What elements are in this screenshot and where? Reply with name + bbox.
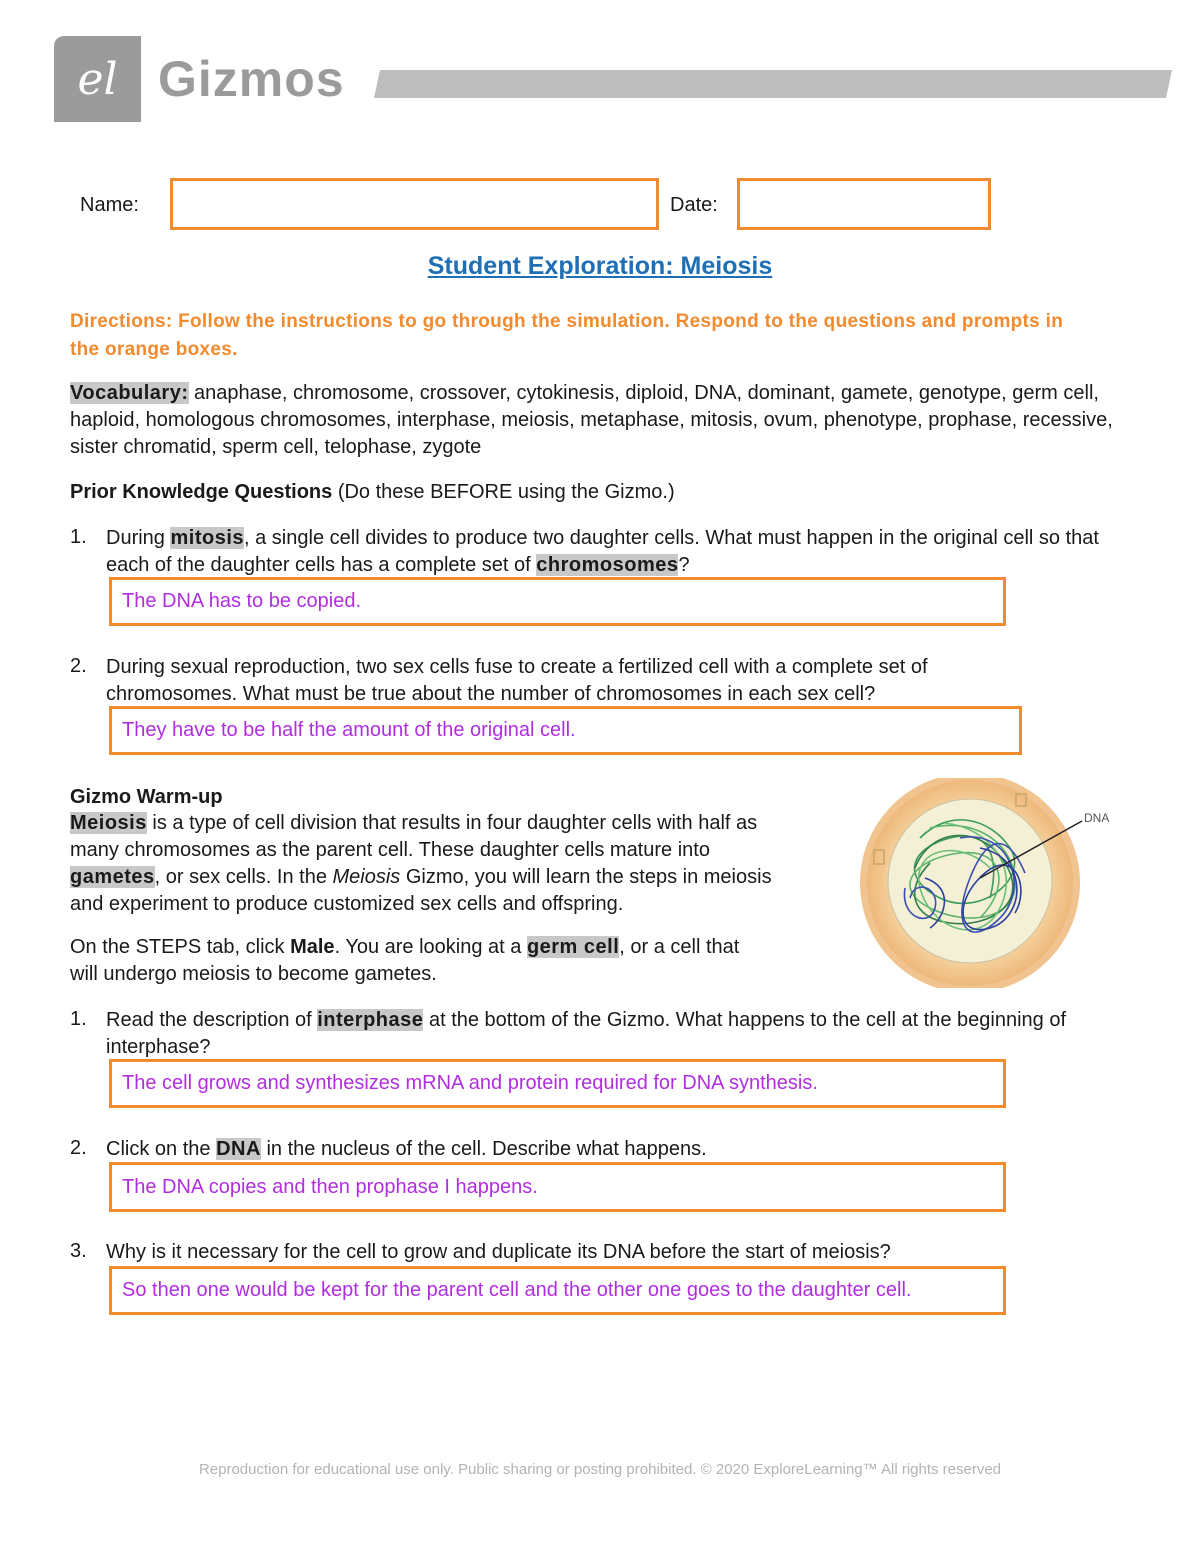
question-text: ? [678,554,690,576]
paragraph-text: , or a cell that will undergo meiosis to become gametes. [70,936,740,985]
paragraph-text: . You are looking at a [334,936,527,958]
paragraph-text: is a type of cell division that results in four daughter cells with half as many chromosomes as the parent cell. These daughter cells mature into [70,812,758,861]
question-number: 2. [70,1137,87,1159]
term-dna: DNA [216,1138,261,1160]
dna-label: DNA [1084,811,1110,825]
prior-question-2: During sexual reproduction, two sex cells fuse to create a fertilized cell with a complete set of chromosomes. What must be true about the number of chromosomes in each sex cell? [106,656,928,705]
paragraph-text: , or sex cells. In the [154,866,333,888]
date-field[interactable] [737,178,991,230]
directions-text: Directions: Follow the instructions to go through the simulation. Respond to the questions and prompts in the orange boxes. [70,311,1064,360]
question-number: 3. [70,1240,87,1262]
answer-box-prior-2[interactable]: They have to be half the amount of the original cell. [109,706,1022,755]
name-label: Name: [80,194,139,216]
warmup-paragraph-2 [70,934,770,988]
answer-box-prior-1[interactable]: The DNA has to be copied. [109,577,1006,626]
germ-cell-illustration [860,778,1120,988]
question-text: Click on the [106,1138,217,1160]
term-germ-cell: germ cell [526,936,620,958]
warmup-heading: Gizmo Warm-up [70,786,223,808]
term-interphase: interphase [317,1009,424,1031]
term-gametes: gametes [70,866,155,888]
prior-question-1 [106,525,1116,579]
warmup-question-2 [106,1136,1106,1163]
male-button-ref: Male [290,936,335,958]
explorelearning-logo-icon: el [77,53,118,105]
answer-box-warmup-3[interactable]: So then one would be kept for the parent cell and the other one goes to the daughter cell. [109,1266,1006,1315]
prior-heading-text: Prior Knowledge Questions [70,481,333,503]
copyright-footer: Reproduction for educational use only. Public sharing or posting prohibited. © 2020 ExploreLearning™ All rights reserved [198,1461,1002,1478]
question-text: at the bottom of the Gizmo. What happens to the cell at the beginning of interphase? [106,1009,1067,1058]
vocabulary-label: Vocabulary: [70,382,189,404]
warmup-question-1 [106,1007,1126,1061]
prior-knowledge-heading [70,479,675,506]
nucleus [888,799,1052,963]
answer-box-warmup-1[interactable]: The cell grows and synthesizes mRNA and protein required for DNA synthesis. [109,1059,1006,1108]
prior-heading-note: (Do these BEFORE using the Gizmo.) [332,481,675,503]
question-text: During [106,527,171,549]
term-mitosis: mitosis [170,527,245,549]
gizmo-name: Meiosis [332,866,401,888]
header-bar [374,70,1172,98]
question-number: 2. [70,655,87,677]
answer-box-warmup-2[interactable]: The DNA copies and then prophase I happens. [109,1162,1006,1212]
question-text: in the nucleus of the cell. Describe what happens. [260,1138,707,1160]
warmup-paragraph-1 [70,810,800,918]
paragraph-text: On the STEPS tab, click [70,936,291,958]
page-title: Student Exploration: Meiosis [427,252,773,280]
date-label: Date: [670,194,718,216]
question-text: , a single cell divides to produce two daughter cells. What must happen in the original cell so that each of the daughter cells has a complete set of [106,527,1099,576]
paragraph-text: Gizmo, you will learn the steps in meiosis and experiment to produce customized sex cells and offspring. [70,866,772,915]
question-number: 1. [70,526,87,548]
question-text: Read the description of [106,1009,318,1031]
vocabulary-list: anaphase, chromosome, crossover, cytokinesis, diploid, DNA, dominant, gamete, genotype, germ cell, haploid, homologous chromosomes, interphase, meiosis, metaphase, mitosis, ovum, phenotype, prophase, recessive, sister chromatid, sperm cell, telophase, zygote [70,382,1113,458]
warmup-question-3: Why is it necessary for the cell to grow and duplicate its DNA before the start of meiosis? [106,1241,891,1263]
vocabulary-paragraph [70,380,1140,461]
term-chromosomes: chromosomes [536,554,679,576]
question-number: 1. [70,1008,87,1030]
brand-name: Gizmos [158,51,345,107]
term-meiosis: Meiosis [70,812,147,834]
name-field[interactable] [170,178,659,230]
